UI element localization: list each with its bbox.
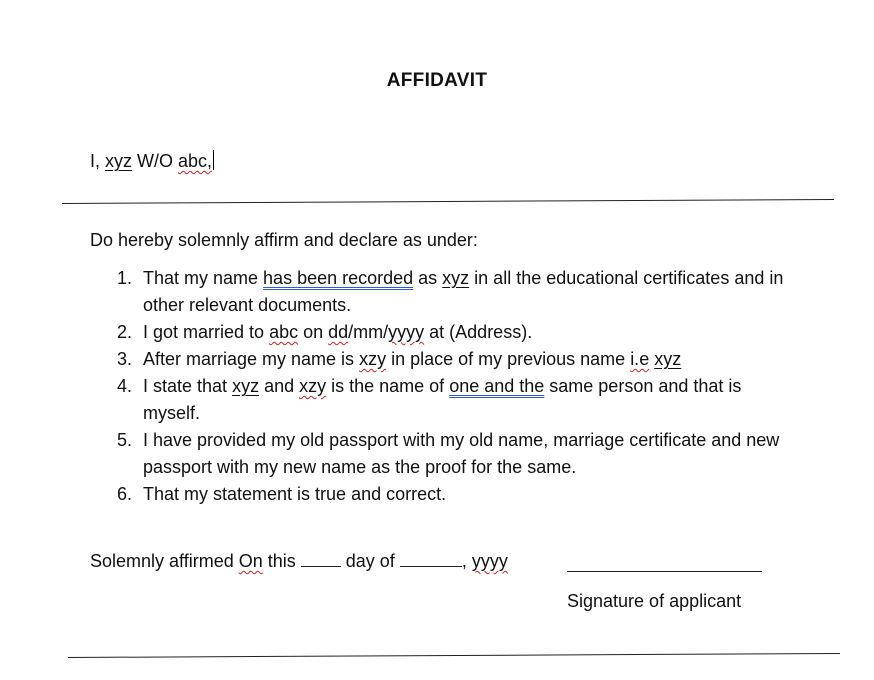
- item-text-part: xyz: [232, 376, 260, 396]
- day-blank[interactable]: [301, 552, 341, 567]
- top-divider-line: [62, 199, 834, 204]
- declaration-item: [0, 319, 803, 346]
- item-text-part: xzy: [359, 349, 387, 369]
- intro-relation: W/O: [132, 151, 179, 171]
- affirmed-prefix: Solemnly affirmed: [90, 551, 239, 571]
- document-title: AFFIDAVIT: [386, 70, 488, 91]
- item-text-part: has been recorded: [263, 268, 414, 288]
- intro-prefix: I,: [90, 151, 106, 171]
- item-text-part: and: [259, 376, 300, 396]
- declaration-item: [0, 265, 803, 319]
- signature-label: Signature of applicant: [567, 591, 742, 611]
- item-text-part: /mm/: [348, 322, 389, 342]
- item-text-part: abc: [269, 322, 299, 342]
- item-number: 1.: [117, 268, 133, 288]
- item-text-part: After marriage my name is: [143, 349, 360, 369]
- item-number: 4.: [117, 376, 133, 396]
- on-word: On: [238, 551, 263, 571]
- item-text-part: xyz: [654, 349, 682, 369]
- intro-line[interactable]: [90, 150, 214, 172]
- item-text-part: same person and that is myself.: [143, 376, 742, 423]
- comma: ,: [461, 551, 472, 571]
- item-text-part: one and the: [449, 376, 545, 396]
- item-text-part: I got married to: [143, 322, 270, 342]
- item-text-part: dd: [328, 322, 349, 342]
- item-text-part: That my name: [143, 268, 264, 288]
- declaration-item: [0, 346, 803, 373]
- item-text-part: i.e: [630, 349, 650, 369]
- year-placeholder: yyyy: [471, 551, 508, 571]
- item-text-part: as: [413, 268, 443, 288]
- affirmation-line: [90, 551, 508, 572]
- intro-name: xyz: [105, 151, 133, 171]
- item-text-part: on: [298, 322, 329, 342]
- item-text-part: yyyy: [388, 322, 425, 342]
- bottom-divider-line: [68, 653, 840, 658]
- declaration-item: [0, 481, 803, 508]
- item-number: 5.: [117, 430, 133, 450]
- item-text-part: I have provided my old passport with my old name, marriage certificate and new passport with my new name as the proof for the same.: [143, 430, 780, 477]
- text-cursor: [213, 150, 214, 170]
- item-text-part: in place of my previous name: [386, 349, 631, 369]
- declaration-item: [0, 427, 803, 481]
- intro-spouse: abc,: [178, 151, 213, 171]
- month-blank[interactable]: [400, 552, 462, 567]
- item-number: 3.: [117, 349, 133, 369]
- item-text-part: xzy: [299, 376, 327, 396]
- item-text-part: I state that: [143, 376, 233, 396]
- item-text-part: in all the educational certificates and in other relevant documents.: [143, 268, 784, 315]
- day-of-text: day of: [340, 551, 400, 571]
- item-text-part: xyz: [442, 268, 470, 288]
- this-word: this: [262, 551, 301, 571]
- item-text-part: at (Address).: [424, 322, 533, 342]
- item-text-part: That my statement is true and correct.: [143, 484, 447, 504]
- item-text-part: is the name of: [326, 376, 450, 396]
- item-number: 6.: [117, 484, 133, 504]
- item-number: 2.: [117, 322, 133, 342]
- signature-line[interactable]: [567, 571, 762, 572]
- declaration-list: [0, 265, 874, 508]
- declaration-lead-text: Do hereby solemnly affirm and declare as under:: [90, 230, 478, 250]
- declaration-item: [0, 373, 803, 427]
